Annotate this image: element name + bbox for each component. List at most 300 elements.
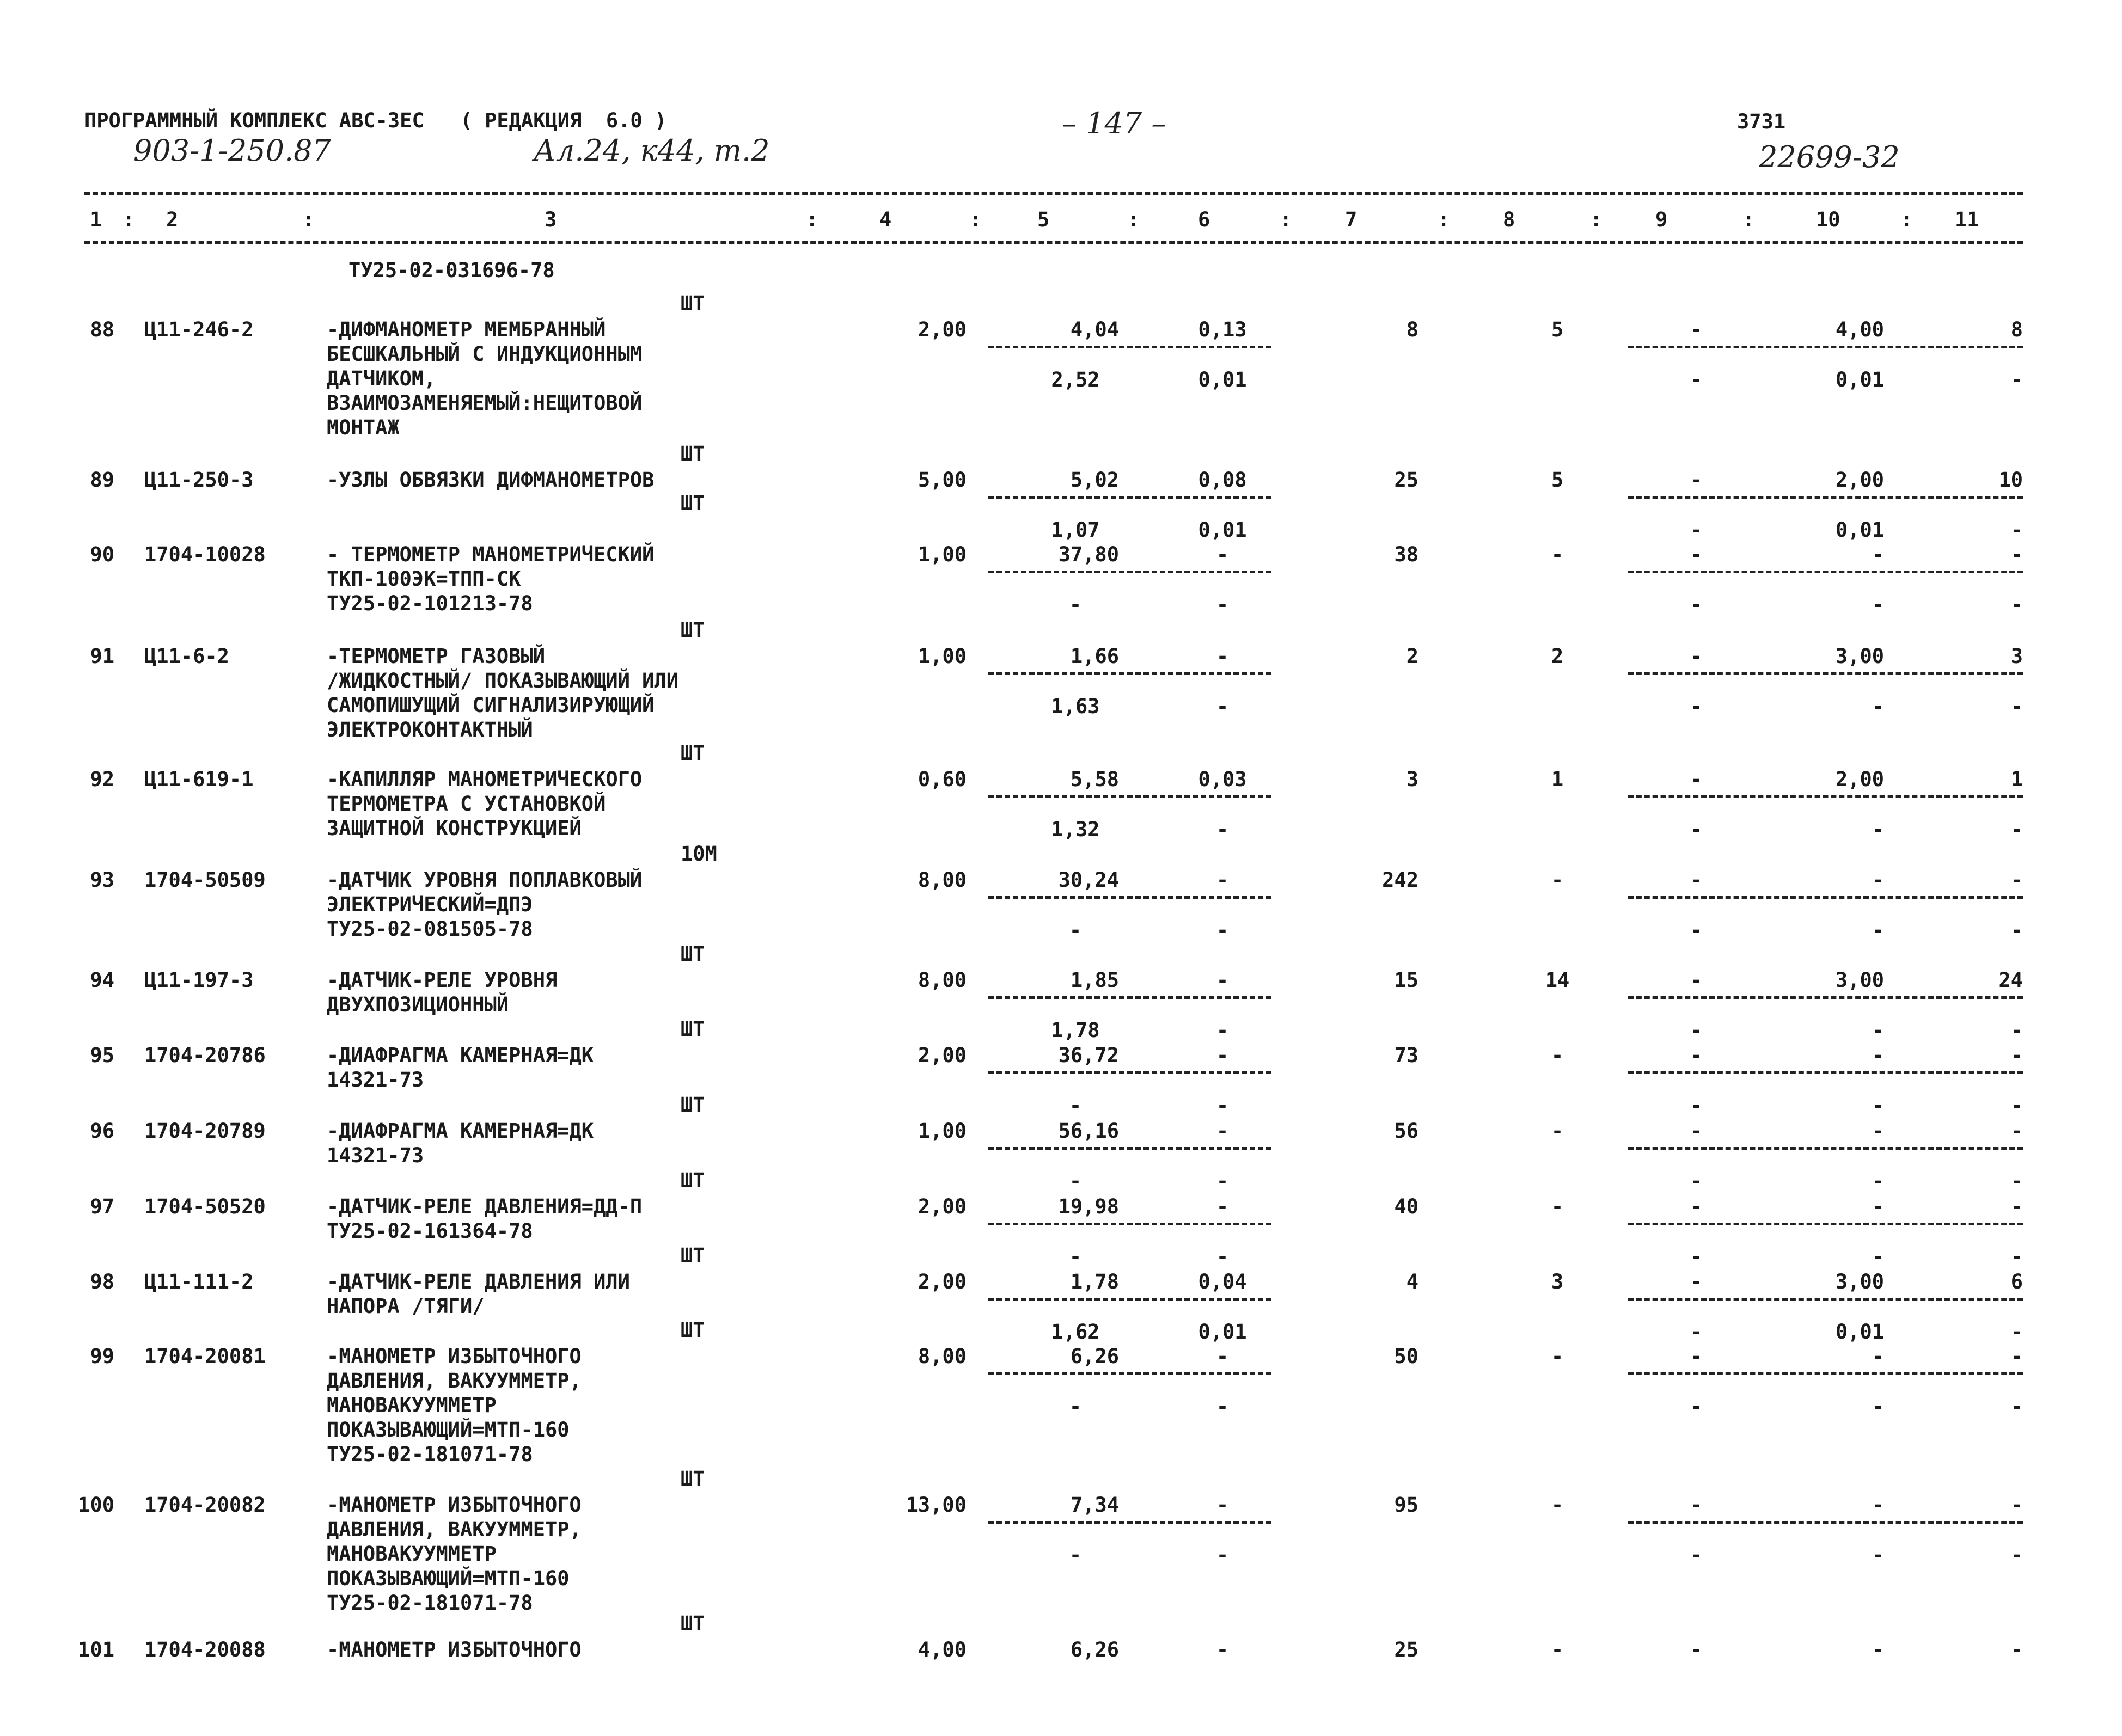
cell-divider bbox=[988, 571, 1271, 573]
col7: 25 bbox=[1394, 468, 1418, 492]
row-description: ТУ25-02-181071-78 bbox=[327, 1443, 533, 1466]
row-description: -ТЕРМОМЕТР ГАЗОВЫЙ bbox=[327, 645, 545, 668]
col7: 25 bbox=[1394, 1638, 1418, 1661]
col9-main: - bbox=[1690, 318, 1703, 341]
col11-main: - bbox=[2010, 1638, 2023, 1661]
column-header: 5 bbox=[1037, 208, 1050, 231]
col6-main: - bbox=[1216, 868, 1229, 892]
col8: - bbox=[1551, 1638, 1564, 1661]
column-header: 6 bbox=[1198, 208, 1210, 231]
row-number: 99 bbox=[90, 1345, 114, 1368]
qty: 2,00 bbox=[918, 1195, 967, 1218]
col6-main: - bbox=[1216, 1044, 1229, 1067]
col6-sub: - bbox=[1216, 1169, 1229, 1193]
col6-main: 0,04 bbox=[1198, 1270, 1247, 1293]
col10-main: - bbox=[1872, 1345, 1884, 1368]
col6-main: - bbox=[1216, 1345, 1229, 1368]
col10-main: - bbox=[1872, 1119, 1884, 1143]
col5-sub: 1,62 bbox=[1051, 1320, 1100, 1344]
col11-sub: - bbox=[2010, 518, 2023, 542]
col10-main: 2,00 bbox=[1835, 768, 1884, 791]
col9-main: - bbox=[1690, 1119, 1703, 1143]
row-description: -ДАТЧИК-РЕЛЕ УРОВНЯ bbox=[327, 968, 558, 992]
col5-main: 4,04 bbox=[1070, 318, 1119, 341]
col10-sub: 0,01 bbox=[1835, 368, 1884, 391]
row-description: -ДАТЧИК-РЕЛЕ ДАВЛЕНИЯ ИЛИ bbox=[327, 1270, 630, 1293]
col8: 5 bbox=[1551, 468, 1564, 492]
cell-divider bbox=[988, 795, 1271, 798]
cell-divider bbox=[988, 1223, 1271, 1225]
row-number: 92 bbox=[90, 768, 114, 791]
cell-divider bbox=[988, 672, 1271, 675]
col10-sub: - bbox=[1872, 593, 1884, 616]
col11-main: 6 bbox=[2010, 1270, 2023, 1293]
col11-sub: - bbox=[2010, 1169, 2023, 1193]
col8: - bbox=[1551, 1195, 1564, 1218]
cell-divider bbox=[1628, 496, 2023, 499]
col7: 2 bbox=[1406, 645, 1418, 668]
cell-divider bbox=[1628, 1298, 2023, 1301]
col11-sub: - bbox=[2010, 1245, 2023, 1268]
col5-main: 6,26 bbox=[1070, 1638, 1119, 1661]
col9-sub: - bbox=[1690, 368, 1703, 391]
unit-label: ШТ bbox=[681, 292, 705, 315]
row-code: 1704-20786 bbox=[144, 1044, 266, 1067]
row-code: Ц11-111-2 bbox=[144, 1270, 254, 1293]
sheet-number: 3731 bbox=[1737, 110, 1786, 133]
qty: 2,00 bbox=[918, 1044, 967, 1067]
col5-main: 7,34 bbox=[1070, 1493, 1119, 1517]
row-description: -ДИАФРАГМА КАМЕРНАЯ=ДК bbox=[327, 1044, 594, 1067]
column-separator: : bbox=[123, 208, 135, 231]
col5-main: 1,85 bbox=[1070, 968, 1119, 992]
col5-main: 6,26 bbox=[1070, 1345, 1119, 1368]
col7: 50 bbox=[1394, 1345, 1418, 1368]
col8: - bbox=[1551, 868, 1564, 892]
col6-sub: 0,01 bbox=[1198, 518, 1247, 542]
row-description: -МАНОМЕТР ИЗБЫТОЧНОГО bbox=[327, 1493, 582, 1517]
row-code: Ц11-6-2 bbox=[144, 645, 229, 668]
unit-label: ШТ bbox=[681, 1612, 705, 1635]
col6-main: - bbox=[1216, 1119, 1229, 1143]
row-description: ЗАЩИТНОЙ КОНСТРУКЦИЕЙ bbox=[327, 817, 582, 840]
col8: - bbox=[1551, 1345, 1564, 1368]
col9-main: - bbox=[1690, 868, 1703, 892]
cell-divider bbox=[1628, 1071, 2023, 1074]
col9-main: - bbox=[1690, 1638, 1703, 1661]
col6-sub: 0,01 bbox=[1198, 368, 1247, 391]
cell-divider bbox=[988, 1147, 1271, 1150]
row-description: -ДИАФРАГМА КАМЕРНАЯ=ДК bbox=[327, 1119, 594, 1143]
col6-main: 0,03 bbox=[1198, 768, 1247, 791]
row-description: /ЖИДКОСТНЫЙ/ ПОКАЗЫВАЮЩИЙ ИЛИ bbox=[327, 669, 679, 692]
row-number: 97 bbox=[90, 1195, 114, 1218]
col6-sub: - bbox=[1216, 695, 1229, 718]
col8: 2 bbox=[1551, 645, 1564, 668]
col9-sub: - bbox=[1690, 818, 1703, 841]
column-header: 8 bbox=[1503, 208, 1515, 231]
column-header: 3 bbox=[545, 208, 557, 231]
cell-divider bbox=[988, 996, 1271, 999]
row-number: 93 bbox=[90, 868, 114, 892]
cell-divider bbox=[988, 1071, 1271, 1074]
column-header: 11 bbox=[1955, 208, 1979, 231]
col11-sub: - bbox=[2010, 1019, 2023, 1042]
col10-sub: - bbox=[1872, 1395, 1884, 1418]
row-number: 89 bbox=[90, 468, 114, 492]
row-description: ДАТЧИКОМ, bbox=[327, 367, 436, 390]
col11-main: - bbox=[2010, 543, 2023, 566]
row-description: ТУ25-02-181071-78 bbox=[327, 1591, 533, 1615]
row-description: 14321-73 bbox=[327, 1144, 424, 1167]
col5-sub: - bbox=[1069, 593, 1082, 616]
col6-sub: - bbox=[1216, 818, 1229, 841]
row-number: 90 bbox=[90, 543, 114, 566]
col10-main: - bbox=[1872, 1638, 1884, 1661]
col9-sub: - bbox=[1690, 1320, 1703, 1344]
col9-sub: - bbox=[1690, 1395, 1703, 1418]
col5-sub: 2,52 bbox=[1051, 368, 1100, 391]
row-description: БЕСШКАЛЬНЫЙ С ИНДУКЦИОННЫМ bbox=[327, 342, 643, 366]
pre-text: ТУ25-02-031696-78 bbox=[348, 259, 555, 282]
col10-main: - bbox=[1872, 1195, 1884, 1218]
row-number: 98 bbox=[90, 1270, 114, 1293]
col11-sub: - bbox=[2010, 1395, 2023, 1418]
col5-main: 56,16 bbox=[1058, 1119, 1119, 1143]
col10-main: - bbox=[1872, 543, 1884, 566]
col8: 1 bbox=[1551, 768, 1564, 791]
unit-label: ШТ bbox=[681, 1017, 705, 1041]
col7: 95 bbox=[1394, 1493, 1418, 1517]
col11-sub: - bbox=[2010, 593, 2023, 616]
col10-main: 3,00 bbox=[1835, 968, 1884, 992]
cell-divider bbox=[1628, 1147, 2023, 1150]
unit-label: ШТ bbox=[681, 492, 705, 515]
col8: 14 bbox=[1545, 968, 1570, 992]
col11-main: 8 bbox=[2010, 318, 2023, 341]
col11-sub: - bbox=[2010, 1320, 2023, 1344]
column-separator: : bbox=[1438, 208, 1450, 231]
row-code: Ц11-197-3 bbox=[144, 968, 254, 992]
unit-label: ШТ bbox=[681, 1318, 705, 1342]
unit-label: ШТ bbox=[681, 1093, 705, 1117]
row-description: ТУ25-02-101213-78 bbox=[327, 592, 533, 615]
header-rule-top bbox=[84, 192, 2023, 195]
col9-main: - bbox=[1690, 968, 1703, 992]
col5-sub: - bbox=[1069, 1094, 1082, 1117]
cell-divider bbox=[988, 346, 1271, 348]
row-code: 1704-20081 bbox=[144, 1345, 266, 1368]
cell-divider bbox=[1628, 1223, 2023, 1225]
cell-divider bbox=[1628, 672, 2023, 675]
sheet-ref: Ал.24, к44, т.2 bbox=[534, 133, 770, 168]
doc-number: 22699-32 bbox=[1759, 140, 1900, 174]
col9-sub: - bbox=[1690, 1094, 1703, 1117]
unit-label: ШТ bbox=[681, 442, 705, 465]
col6-sub: - bbox=[1216, 1543, 1229, 1567]
unit-label: ШТ bbox=[681, 1169, 705, 1192]
row-code: 1704-20088 bbox=[144, 1638, 266, 1661]
col5-sub: - bbox=[1069, 1543, 1082, 1567]
column-separator: : bbox=[969, 208, 982, 231]
col5-sub: 1,78 bbox=[1051, 1019, 1100, 1042]
unit-label: ШТ bbox=[681, 942, 705, 966]
qty: 1,00 bbox=[918, 645, 967, 668]
row-description: -ДАТЧИК УРОВНЯ ПОПЛАВКОВЫЙ bbox=[327, 868, 643, 892]
col7: 4 bbox=[1406, 1270, 1418, 1293]
column-separator: : bbox=[806, 208, 818, 231]
col11-main: - bbox=[2010, 1044, 2023, 1067]
col9-sub: - bbox=[1690, 593, 1703, 616]
row-code: 1704-20082 bbox=[144, 1493, 266, 1517]
row-description: -ДИФМАНОМЕТР МЕМБРАННЫЙ bbox=[327, 318, 606, 341]
row-description: ТКП-100ЭК=ТПП-СК bbox=[327, 567, 521, 591]
col5-sub: 1,63 bbox=[1051, 695, 1100, 718]
qty: 8,00 bbox=[918, 868, 967, 892]
col9-sub: - bbox=[1690, 518, 1703, 542]
col9-main: - bbox=[1690, 1345, 1703, 1368]
row-description: ПОКАЗЫВАЮЩИЙ=МТП-160 bbox=[327, 1567, 570, 1590]
col6-main: 0,08 bbox=[1198, 468, 1247, 492]
col5-main: 5,58 bbox=[1070, 768, 1119, 791]
col11-sub: - bbox=[2010, 918, 2023, 942]
row-description: ТЕРМОМЕТРА С УСТАНОВКОЙ bbox=[327, 792, 606, 815]
col6-main: - bbox=[1216, 968, 1229, 992]
col5-main: 1,66 bbox=[1070, 645, 1119, 668]
unit-label: ШТ bbox=[681, 618, 705, 642]
page-number: – 147 – bbox=[1062, 106, 1166, 140]
program-title: ПРОГРАММНЫЙ КОМПЛЕКС АВС-ЗЕС ( РЕДАКЦИЯ 6.0 ) bbox=[84, 109, 667, 132]
col6-main: 0,13 bbox=[1198, 318, 1247, 341]
col7: 38 bbox=[1394, 543, 1418, 566]
col7: 15 bbox=[1394, 968, 1418, 992]
col6-sub: - bbox=[1216, 1395, 1229, 1418]
row-description: -МАНОМЕТР ИЗБЫТОЧНОГО bbox=[327, 1638, 582, 1661]
col6-sub: - bbox=[1216, 1019, 1229, 1042]
col6-sub: 0,01 bbox=[1198, 1320, 1247, 1344]
row-description: ДАВЛЕНИЯ, ВАКУУММЕТР, bbox=[327, 1369, 582, 1393]
cell-divider bbox=[988, 1521, 1271, 1524]
row-code: 1704-20789 bbox=[144, 1119, 266, 1143]
col11-sub: - bbox=[2010, 695, 2023, 718]
qty: 8,00 bbox=[918, 1345, 967, 1368]
unit-label: ШТ bbox=[681, 1244, 705, 1267]
col10-main: 4,00 bbox=[1835, 318, 1884, 341]
col9-sub: - bbox=[1690, 1019, 1703, 1042]
column-header: 1 bbox=[90, 208, 102, 231]
col11-sub: - bbox=[2010, 1094, 2023, 1117]
cell-divider bbox=[1628, 896, 2023, 899]
doc-code: 903-1-250.87 bbox=[133, 133, 331, 168]
row-description: НАПОРА /ТЯГИ/ bbox=[327, 1295, 485, 1318]
qty: 4,00 bbox=[918, 1638, 967, 1661]
col10-sub: - bbox=[1872, 1094, 1884, 1117]
col5-sub: - bbox=[1069, 918, 1082, 942]
col11-main: 1 bbox=[2010, 768, 2023, 791]
column-separator: : bbox=[1590, 208, 1603, 231]
col9-sub: - bbox=[1690, 695, 1703, 718]
col8: - bbox=[1551, 1044, 1564, 1067]
col9-sub: - bbox=[1690, 1245, 1703, 1268]
col5-main: 19,98 bbox=[1058, 1195, 1119, 1218]
col11-main: - bbox=[2010, 1195, 2023, 1218]
col11-main: - bbox=[2010, 1119, 2023, 1143]
row-description: САМОПИШУЩИЙ СИГНАЛИЗИРУЮЩИЙ bbox=[327, 694, 655, 717]
col8: - bbox=[1551, 1493, 1564, 1517]
row-number: 94 bbox=[90, 968, 114, 992]
col9-sub: - bbox=[1690, 1543, 1703, 1567]
col5-main: 37,80 bbox=[1058, 543, 1119, 566]
qty: 2,00 bbox=[918, 318, 967, 341]
column-header: 7 bbox=[1345, 208, 1357, 231]
row-description: - ТЕРМОМЕТР МАНОМЕТРИЧЕСКИЙ bbox=[327, 543, 655, 566]
row-description: ЭЛЕКТРОКОНТАКТНЫЙ bbox=[327, 718, 533, 741]
qty: 0,60 bbox=[918, 768, 967, 791]
col11-main: 24 bbox=[1998, 968, 2023, 992]
col7: 242 bbox=[1382, 868, 1418, 892]
cell-divider bbox=[1628, 571, 2023, 573]
col7: 40 bbox=[1394, 1195, 1418, 1218]
row-description: ДВУХПОЗИЦИОННЫЙ bbox=[327, 993, 509, 1016]
col11-sub: - bbox=[2010, 818, 2023, 841]
column-separator: : bbox=[1742, 208, 1755, 231]
qty: 5,00 bbox=[918, 468, 967, 492]
col5-main: 36,72 bbox=[1058, 1044, 1119, 1067]
cell-divider bbox=[1628, 1521, 2023, 1524]
qty: 13,00 bbox=[906, 1493, 967, 1517]
col6-main: - bbox=[1216, 543, 1229, 566]
row-number: 88 bbox=[90, 318, 114, 341]
col6-sub: - bbox=[1216, 1094, 1229, 1117]
col10-sub: 0,01 bbox=[1835, 518, 1884, 542]
col8: - bbox=[1551, 1119, 1564, 1143]
col9-main: - bbox=[1690, 1493, 1703, 1517]
row-code: 1704-50520 bbox=[144, 1195, 266, 1218]
column-header: 9 bbox=[1655, 208, 1668, 231]
col11-main: - bbox=[2010, 1345, 2023, 1368]
col5-sub: - bbox=[1069, 1245, 1082, 1268]
cell-divider bbox=[1628, 346, 2023, 348]
col11-main: 3 bbox=[2010, 645, 2023, 668]
col5-sub: 1,32 bbox=[1051, 818, 1100, 841]
row-description: -МАНОМЕТР ИЗБЫТОЧНОГО bbox=[327, 1345, 582, 1368]
row-number: 101 bbox=[78, 1638, 114, 1661]
col10-sub: - bbox=[1872, 818, 1884, 841]
row-description: -ДАТЧИК-РЕЛЕ ДАВЛЕНИЯ=ДД-П bbox=[327, 1195, 643, 1218]
col10-sub: 0,01 bbox=[1835, 1320, 1884, 1344]
row-code: 1704-10028 bbox=[144, 543, 266, 566]
row-description: ТУ25-02-081505-78 bbox=[327, 917, 533, 941]
row-description: 14321-73 bbox=[327, 1068, 424, 1091]
row-code: 1704-50509 bbox=[144, 868, 266, 892]
col8: - bbox=[1551, 543, 1564, 566]
row-code: Ц11-250-3 bbox=[144, 468, 254, 492]
col7: 3 bbox=[1406, 768, 1418, 791]
row-description: ТУ25-02-161364-78 bbox=[327, 1219, 533, 1243]
unit-label: ШТ bbox=[681, 1467, 705, 1490]
col6-main: - bbox=[1216, 1195, 1229, 1218]
qty: 2,00 bbox=[918, 1270, 967, 1293]
col9-main: - bbox=[1690, 543, 1703, 566]
col7: 8 bbox=[1406, 318, 1418, 341]
header-rule-bottom bbox=[84, 241, 2023, 244]
col6-sub: - bbox=[1216, 1245, 1229, 1268]
col9-sub: - bbox=[1690, 1169, 1703, 1193]
row-number: 91 bbox=[90, 645, 114, 668]
col10-sub: - bbox=[1872, 1169, 1884, 1193]
cell-divider bbox=[1628, 996, 2023, 999]
column-separator: : bbox=[302, 208, 315, 231]
row-description: ПОКАЗЫВАЮЩИЙ=МТП-160 bbox=[327, 1418, 570, 1441]
col11-main: 10 bbox=[1998, 468, 2023, 492]
cell-divider bbox=[988, 1372, 1271, 1375]
row-code: Ц11-619-1 bbox=[144, 768, 254, 791]
col5-main: 1,78 bbox=[1070, 1270, 1119, 1293]
column-separator: : bbox=[1127, 208, 1140, 231]
row-number: 100 bbox=[78, 1493, 114, 1517]
row-description: ЭЛЕКТРИЧЕСКИЙ=ДПЭ bbox=[327, 893, 533, 916]
col9-main: - bbox=[1690, 468, 1703, 492]
row-description: МАНОВАКУУММЕТР bbox=[327, 1394, 497, 1417]
row-number: 95 bbox=[90, 1044, 114, 1067]
col5-sub: - bbox=[1069, 1395, 1082, 1418]
column-separator: : bbox=[1900, 208, 1913, 231]
col6-sub: - bbox=[1216, 918, 1229, 942]
col6-main: - bbox=[1216, 645, 1229, 668]
col11-main: - bbox=[2010, 868, 2023, 892]
col9-main: - bbox=[1690, 1195, 1703, 1218]
column-header: 4 bbox=[879, 208, 892, 231]
col10-main: - bbox=[1872, 1044, 1884, 1067]
col10-sub: - bbox=[1872, 695, 1884, 718]
qty: 1,00 bbox=[918, 1119, 967, 1143]
col11-sub: - bbox=[2010, 1543, 2023, 1567]
col10-main: - bbox=[1872, 868, 1884, 892]
col11-main: - bbox=[2010, 1493, 2023, 1517]
row-description: -УЗЛЫ ОБВЯЗКИ ДИФМАНОМЕТРОВ bbox=[327, 468, 655, 492]
col9-main: - bbox=[1690, 768, 1703, 791]
row-description: МАНОВАКУУММЕТР bbox=[327, 1542, 497, 1566]
row-description: ВЗАИМОЗАМЕНЯЕМЫЙ:НЕЩИТОВОЙ bbox=[327, 391, 643, 415]
row-code: Ц11-246-2 bbox=[144, 318, 254, 341]
column-header: 2 bbox=[166, 208, 179, 231]
column-header: 10 bbox=[1816, 208, 1840, 231]
col6-main: - bbox=[1216, 1638, 1229, 1661]
col8: 3 bbox=[1551, 1270, 1564, 1293]
col8: 5 bbox=[1551, 318, 1564, 341]
row-description: -КАПИЛЛЯР МАНОМЕТРИЧЕСКОГО bbox=[327, 768, 643, 791]
col10-main: - bbox=[1872, 1493, 1884, 1517]
unit-label: 10М bbox=[681, 842, 717, 866]
col6-sub: - bbox=[1216, 593, 1229, 616]
row-description: ДАВЛЕНИЯ, ВАКУУММЕТР, bbox=[327, 1518, 582, 1541]
col5-main: 30,24 bbox=[1058, 868, 1119, 892]
col9-sub: - bbox=[1690, 918, 1703, 942]
column-separator: : bbox=[1280, 208, 1292, 231]
row-number: 96 bbox=[90, 1119, 114, 1143]
col10-main: 3,00 bbox=[1835, 1270, 1884, 1293]
col10-sub: - bbox=[1872, 918, 1884, 942]
qty: 8,00 bbox=[918, 968, 967, 992]
qty: 1,00 bbox=[918, 543, 967, 566]
col5-sub: - bbox=[1069, 1169, 1082, 1193]
unit-label: ШТ bbox=[681, 741, 705, 765]
col7: 56 bbox=[1394, 1119, 1418, 1143]
col10-sub: - bbox=[1872, 1543, 1884, 1567]
cell-divider bbox=[1628, 795, 2023, 798]
col10-main: 2,00 bbox=[1835, 468, 1884, 492]
col6-main: - bbox=[1216, 1493, 1229, 1517]
